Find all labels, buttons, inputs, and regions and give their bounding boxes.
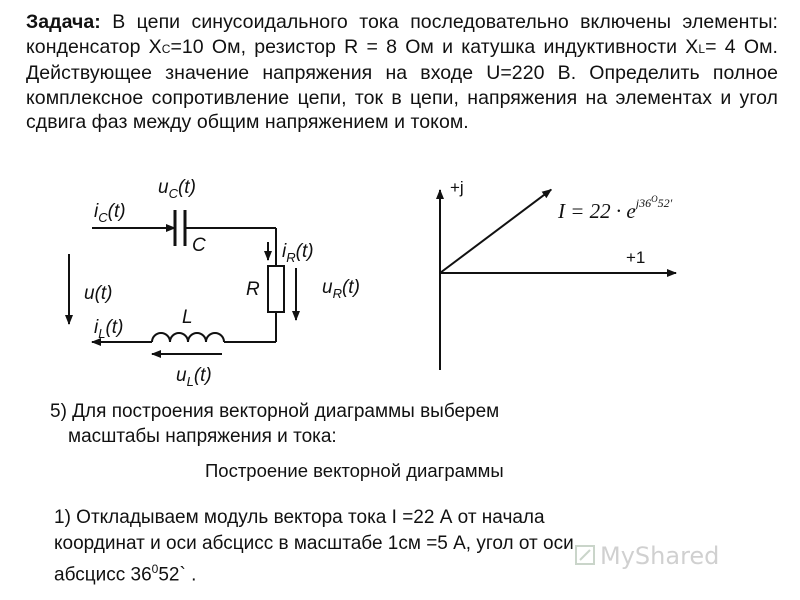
label-capacitor: C xyxy=(192,235,206,256)
current-formula: $I = 22 \cdot e^{j36^O52'}$ xyxy=(558,194,673,223)
current-vector xyxy=(440,190,551,273)
watermark-text: MyShared xyxy=(600,542,720,570)
label-ur: $u_R(t)$ xyxy=(322,277,360,301)
label-resistor: R xyxy=(246,279,260,300)
label-u: u(t) xyxy=(84,283,113,304)
label-inductor: L xyxy=(182,307,193,328)
task-sub-c: C xyxy=(161,41,171,56)
label-axis-1: +1 xyxy=(626,248,646,267)
label-ir: $i_R(t)$ xyxy=(282,241,314,265)
label-uc: $u_C(t)$ xyxy=(158,177,196,201)
label-il: $i_L(t)$ xyxy=(94,317,124,341)
task-sub-l: L xyxy=(698,41,706,56)
label-ul: $u_L(t)$ xyxy=(176,365,212,389)
step5-line1: 5) Для построения векторной диаграммы выберем xyxy=(50,401,500,422)
task-text-a: В цепи синусоидального тока последовательно включены элементы: конденсатор X xyxy=(26,11,778,58)
inductor-coil xyxy=(152,333,224,342)
section-heading: Построение векторной диаграммы xyxy=(205,460,504,481)
task-label: Задача: xyxy=(26,11,101,33)
step1-line1: 1) Откладываем модуль вектора тока I =22 А от начала xyxy=(54,507,545,528)
task-text-c: = 4 Ом. Действующее значение напряжения на входе U=220 В. Определить полное комплексное сопротивление цепи, ток в цепи, напряжения на элементах и угол сдвига фаз между общим напряжением и током. xyxy=(26,35,779,133)
step1-line2: координат и оси абсцисс в масштабе 1см =5 А, угол от оси xyxy=(54,533,574,554)
watermark xyxy=(572,536,772,576)
step1-line3: абсцисс $36^052`$ . xyxy=(54,562,197,586)
label-axis-j: +j xyxy=(450,178,464,197)
label-ic: $i_C(t)$ xyxy=(94,201,126,225)
step5-line2: масштабы напряжения и тока: xyxy=(68,426,337,447)
resistor-body xyxy=(268,266,284,312)
task-text-b: =10 Ом, резистор R = 8 Ом и катушка индуктивности X xyxy=(170,35,699,58)
